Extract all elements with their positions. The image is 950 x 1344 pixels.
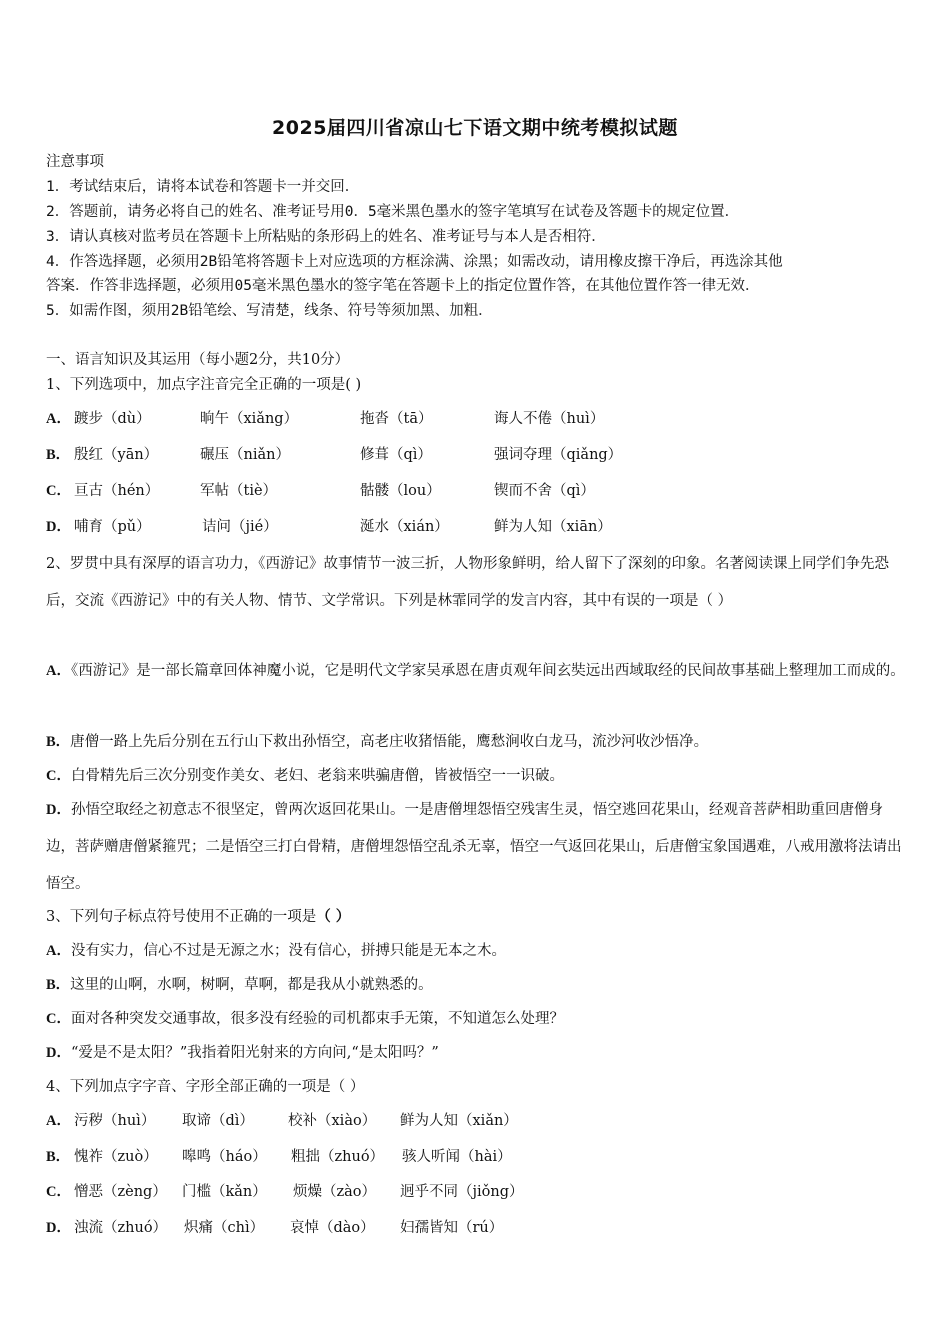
option-word: 憎恶（zèng） <box>74 1184 167 1200</box>
option-label: A． <box>46 1113 71 1129</box>
option-label: B． <box>46 734 71 750</box>
option-label: D． <box>46 1045 71 1061</box>
option-word: 粗拙（zhuó） <box>291 1149 385 1165</box>
option-text: 唐僧一路上先后分别在五行山下救出孙悟空，高老庄收猪悟能，鹰愁涧收白龙马，流沙河收沙悟净。 <box>70 734 709 750</box>
question-2-option-d <box>46 792 908 903</box>
option-word: 修葺（qì） <box>360 447 432 463</box>
question-2-option-c <box>46 758 908 795</box>
option-word: 迥乎不同（jiǒng） <box>400 1184 524 1200</box>
option-text: 孙悟空取经之初意志不很坚定，曾两次返回花果山。一是唐僧埋怨悟空残害生灵，悟空逃回花果山，经观音菩萨相助重回唐僧身边，菩萨赠唐僧紧箍咒；二是悟空三打白骨精，唐僧埋怨悟空乱杀无辜，悟空一气返回花果山，后唐僧宝象国遇难，八戒用激将法请出悟空。 <box>46 802 902 892</box>
question-2-option-a <box>46 653 908 690</box>
question-4-stem: 4、下列加点字字音、字形全部正确的一项是（ ） <box>46 1079 365 1095</box>
option-word: 踱步（dù） <box>74 411 151 427</box>
section-heading: 一、语言知识及其运用（每小题2分，共10分） <box>46 352 350 368</box>
option-word: 妇孺皆知（rú） <box>400 1220 504 1236</box>
question-3-option-b <box>46 975 433 995</box>
option-word: 强词夺理（qiǎng） <box>494 447 623 463</box>
option-text: 没有实力，信心不过是无源之水；没有信心，拼搏只能是无本之木。 <box>70 943 506 959</box>
option-word: 锲而不舍（qì） <box>494 483 595 499</box>
option-word: 炽痛（chì） <box>184 1220 265 1236</box>
option-label: B． <box>46 1149 71 1165</box>
option-word: 军帖（tiè） <box>200 483 278 499</box>
option-word: 鲜为人知（xiān） <box>494 519 612 535</box>
option-label: B． <box>46 447 71 463</box>
answer-paren: （ ） <box>316 908 351 925</box>
option-word: 烦燥（zào） <box>293 1184 377 1200</box>
option-label: C． <box>46 768 71 784</box>
option-word: 诘问（jié） <box>202 519 278 535</box>
notice-item: 答案．作答非选择题，必须用05毫米黑色墨水的签字笔在答题卡上的指定位置作答，在其他位置作答一律无效． <box>46 278 760 294</box>
option-word: 取谛（dì） <box>182 1113 254 1129</box>
question-2-stem: 2、罗贯中具有深厚的语言功力，《西游记》故事情节一波三折，人物形象鲜明，给人留下了深刻的印象。名著阅读课上同学们争先恐后，交流《西游记》中的有关人物、情节、文学常识。下列是林霏同学的发言内容，其中有误的一项是（ ） <box>46 556 889 609</box>
option-word: 诲人不倦（huì） <box>494 411 605 427</box>
option-word: 浊流（zhuó） <box>74 1220 168 1236</box>
option-word: 嗥鸣（háo） <box>182 1149 267 1165</box>
option-word: 拖沓（tā） <box>360 411 433 427</box>
option-label: C． <box>46 1011 71 1027</box>
question-3-option-d <box>46 1043 439 1063</box>
option-label: D． <box>46 802 71 818</box>
option-text: “爱是不是太阳？”我指着阳光射来的方向问,“是太阳吗？” <box>70 1045 439 1061</box>
option-label: D． <box>46 1220 71 1236</box>
option-text: 《西游记》是一部长篇章回体神魔小说，它是明代文学家吴承恩在唐贞观年间玄奘远出西域取经的民间故事基础上整理加工而成的。 <box>70 663 905 679</box>
notice-item: 5．如需作图，须用2B铅笔绘、写清楚，线条、符号等须加黑、加粗． <box>46 303 493 319</box>
option-word: 哺育（pǔ） <box>74 519 151 535</box>
option-word: 亘古（hén） <box>74 483 160 499</box>
notice-heading: 注意事项 <box>46 154 104 170</box>
option-word: 骷髅（lou） <box>360 483 441 499</box>
option-text: 面对各种突发交通事故，很多没有经验的司机都束手无策，不知道怎么处理？ <box>70 1011 564 1027</box>
page-title: 2025届四川省凉山七下语文期中统考模拟试题 <box>272 117 678 139</box>
option-label: C． <box>46 1184 71 1200</box>
option-text: 这里的山啊，水啊，树啊，草啊，都是我从小就熟悉的。 <box>70 977 433 993</box>
option-label: C． <box>46 483 71 499</box>
notice-item: 4．作答选择题，必须用2B铅笔将答题卡上对应选项的方框涂满、涂黑；如需改动，请用橡皮擦干净后，再选涂其他 <box>46 254 783 270</box>
option-label: A． <box>46 663 71 679</box>
option-word: 碾压（niǎn） <box>200 447 290 463</box>
option-word: 校补（xiào） <box>288 1113 377 1129</box>
notice-item: 3．请认真核对监考员在答题卡上所粘贴的条形码上的姓名、准考证号与本人是否相符． <box>46 229 606 245</box>
question-1-stem: 1、下列选项中，加点字注音完全正确的一项是( ) <box>46 377 362 393</box>
option-label: A． <box>46 411 71 427</box>
question-3-option-c <box>46 1009 564 1029</box>
option-text: 白骨精先后三次分别变作美女、老妇、老翁来哄骗唐僧，皆被悟空一一识破。 <box>70 768 564 784</box>
option-word: 门槛（kǎn） <box>182 1184 267 1200</box>
option-word: 晌午（xiǎng） <box>200 411 299 427</box>
option-word: 污秽（huì） <box>74 1113 156 1129</box>
option-word: 骇人听闻（hài） <box>402 1149 512 1165</box>
notice-item: 2．答题前，请务必将自己的姓名、准考证号用0．5毫米黑色墨水的签字笔填写在试卷及答题卡的规定位置． <box>46 204 740 220</box>
question-3-option-a <box>46 941 506 961</box>
option-word: 鲜为人知（xiǎn） <box>400 1113 518 1129</box>
option-label: D． <box>46 519 71 535</box>
notice-item: 1．考试结束后，请将本试卷和答题卡一并交回． <box>46 179 360 195</box>
option-word: 哀悼（dào） <box>290 1220 375 1236</box>
question-3-stem <box>46 907 350 927</box>
question-text: 3、下列句子标点符号使用不正确的一项是 <box>46 909 317 925</box>
option-label: A． <box>46 943 71 959</box>
option-label: B． <box>46 977 71 993</box>
option-word: 涎水（xián） <box>360 519 449 535</box>
option-word: 愧祚（zuò） <box>74 1149 158 1165</box>
option-word: 殷红（yān） <box>74 447 159 463</box>
question-2-option-b <box>46 724 908 761</box>
